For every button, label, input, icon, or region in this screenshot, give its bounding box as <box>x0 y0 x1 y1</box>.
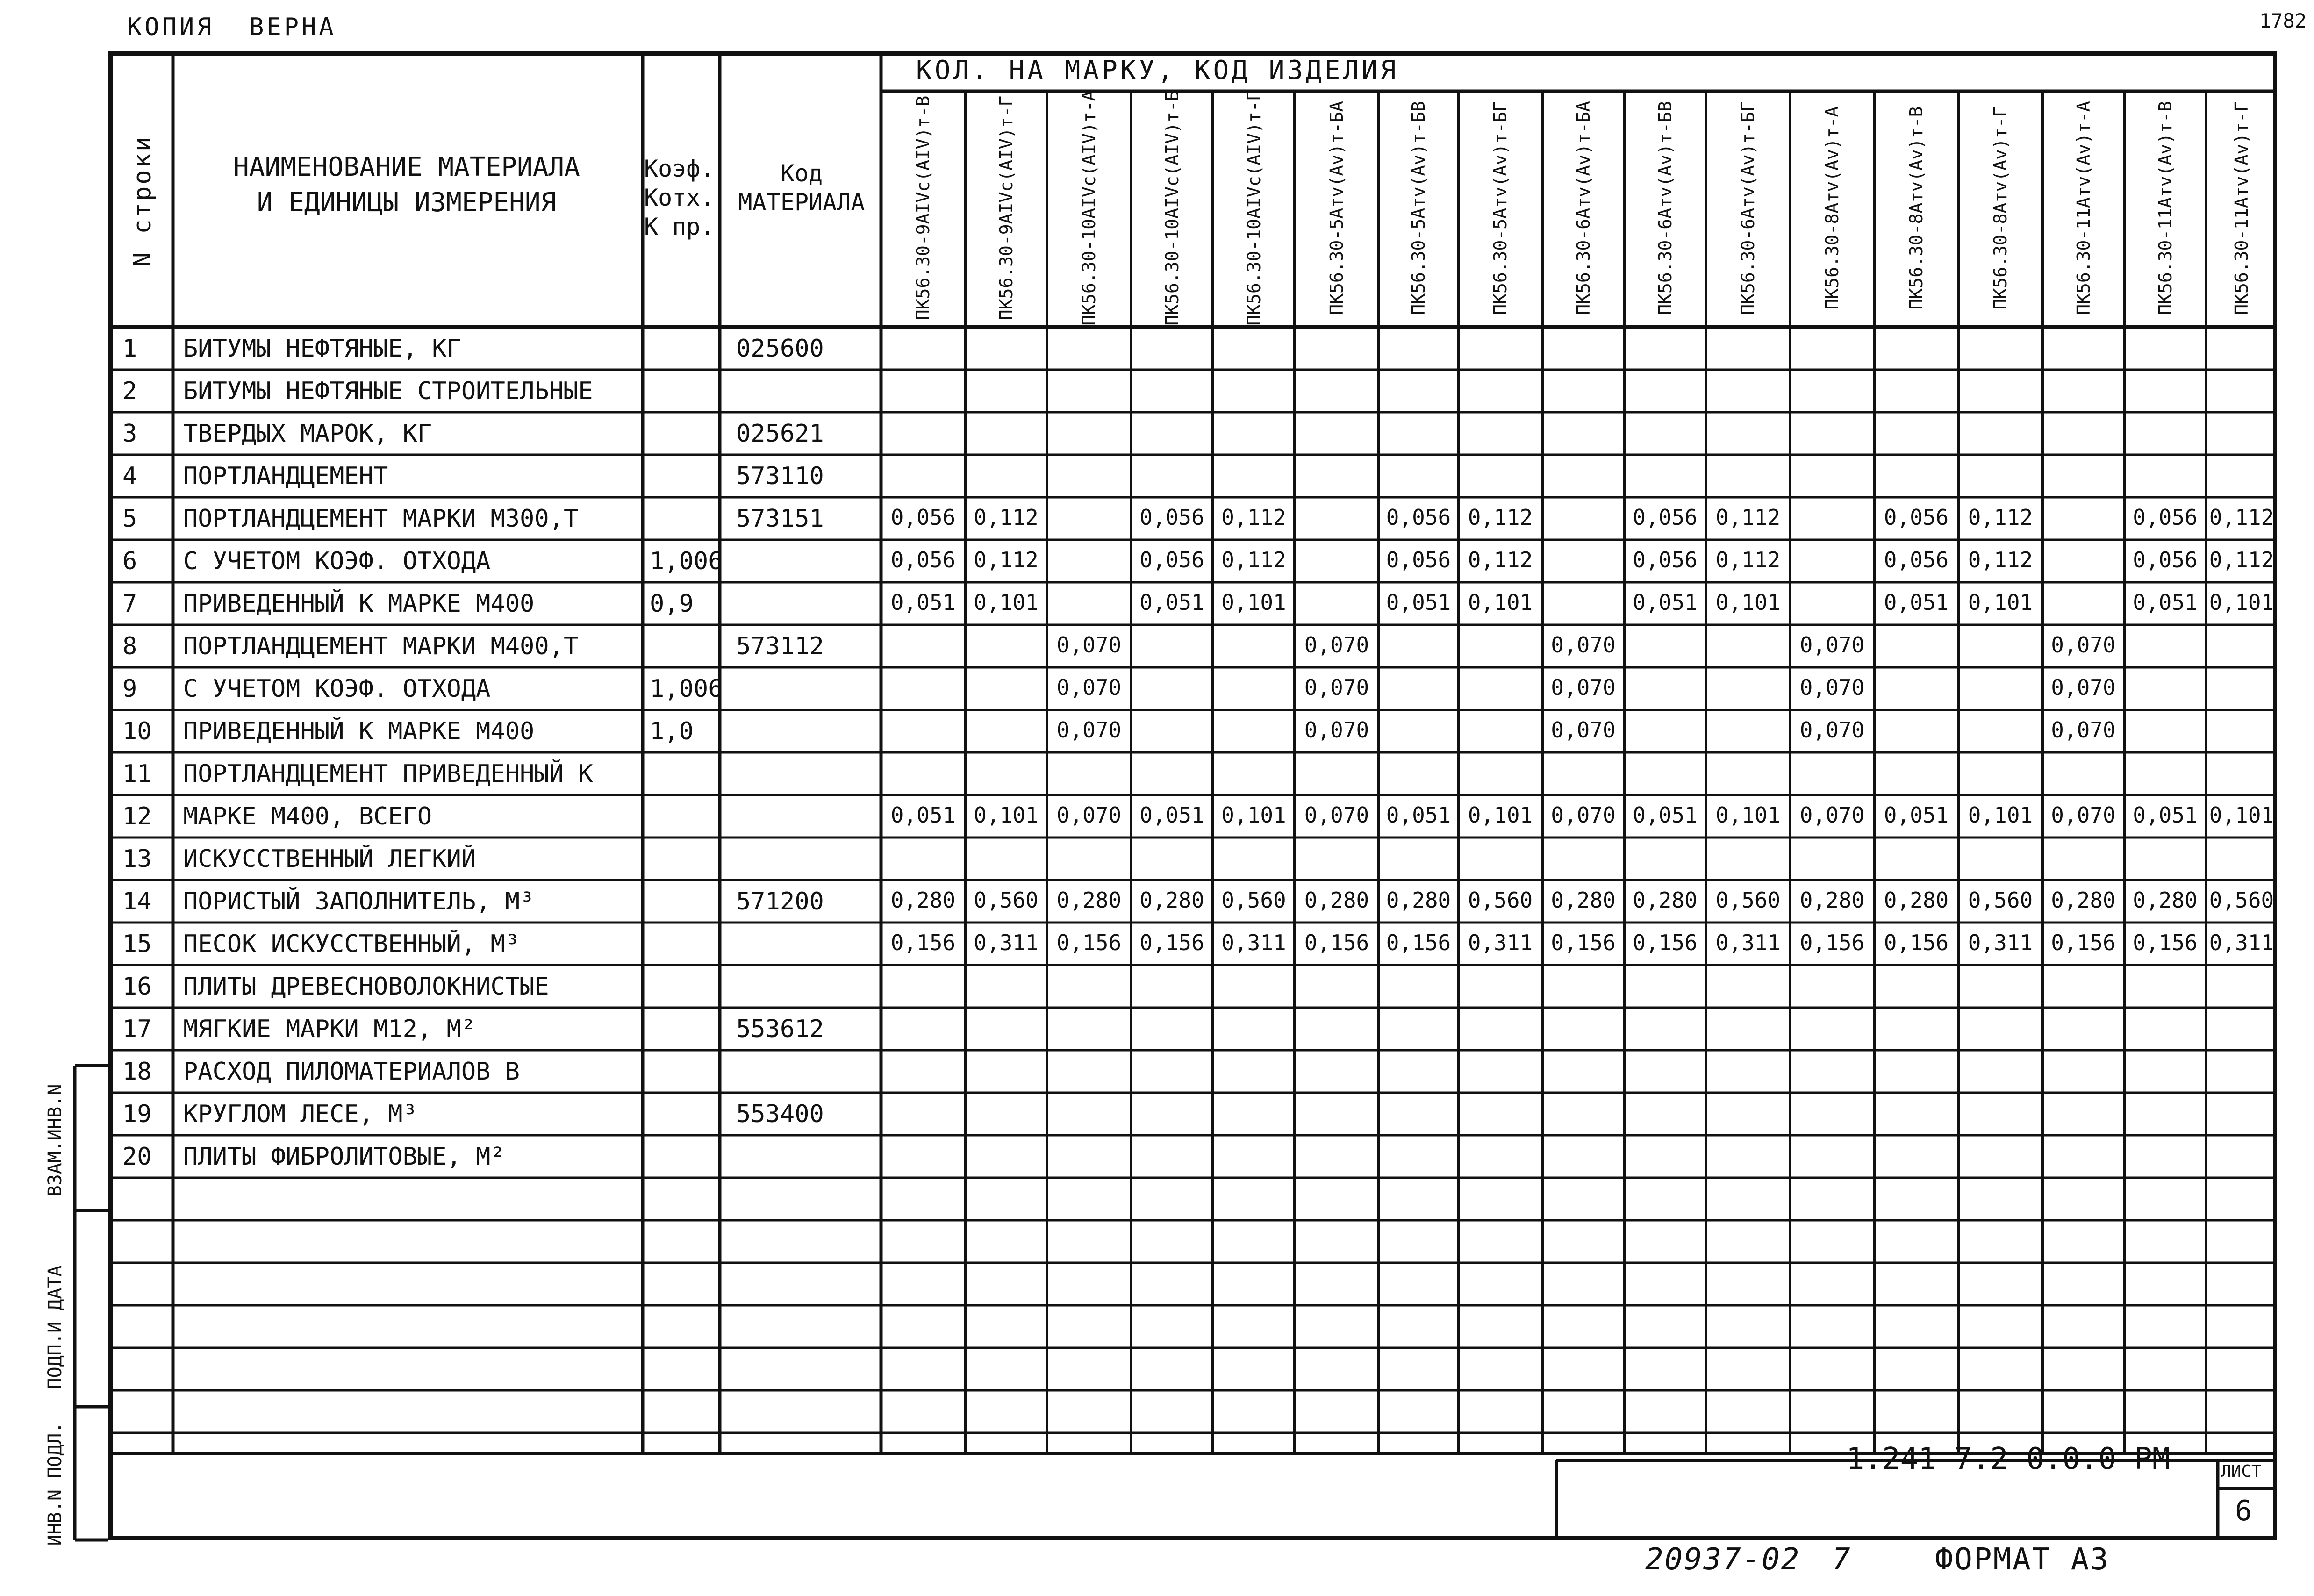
row-value: 0,101 <box>1468 590 1533 615</box>
row-material-code: 573112 <box>736 632 824 660</box>
row-value: 0,112 <box>1468 547 1533 573</box>
row-value: 0,156 <box>1633 930 1698 955</box>
row-value: 0,280 <box>2133 887 2198 913</box>
row-value: 0,280 <box>1304 887 1369 913</box>
row-material-name: РАСХОД ПИЛОМАТЕРИАЛОВ В <box>183 1058 520 1086</box>
row-value: 0,101 <box>1715 802 1781 828</box>
row-value: 0,112 <box>2209 505 2274 530</box>
corner-number: 1782 <box>2259 9 2307 32</box>
document-code: 1.241-7.2-0.0.0 РМ <box>1846 1442 2171 1476</box>
row-value: 0,051 <box>890 802 956 828</box>
row-value: 0,070 <box>1551 717 1616 743</box>
row-value: 0,056 <box>890 547 956 573</box>
row-value: 0,311 <box>1715 930 1781 955</box>
copy-number: 7 <box>1832 1542 1852 1577</box>
row-material-code: 571200 <box>736 887 824 916</box>
row-material-name: ПОРТЛАНДЦЕМЕНТ ПРИВЕДЕННЫЙ К <box>183 760 593 788</box>
row-material-name: ПЛИТЫ ДРЕВЕСНОВОЛОКНИСТЫЕ <box>183 973 549 1001</box>
row-value: 0,101 <box>1715 590 1781 615</box>
row-value: 0,070 <box>1304 632 1369 658</box>
product-header-17: ПК56.30-11Атv(Аv)т-Г <box>2231 101 2252 315</box>
product-header-9: ПК56.30-6Атv(Аv)т-БА <box>1573 101 1594 315</box>
row-value: 0,051 <box>890 590 956 615</box>
product-header-2: ПК56.30-9АIVс(АIV)т-Г <box>996 95 1017 321</box>
row-value: 0,112 <box>1221 505 1286 530</box>
row-value: 0,070 <box>2051 675 2116 700</box>
row-number: 6 <box>122 547 137 575</box>
row-value: 0,070 <box>1551 802 1616 828</box>
row-material-name: ПОРТЛАНДЦЕМЕНТ МАРКИ М300,Т <box>183 505 579 533</box>
row-number: 2 <box>122 377 137 405</box>
row-value: 0,101 <box>974 802 1039 828</box>
row-number: 16 <box>122 973 152 1001</box>
row-number: 4 <box>122 462 137 490</box>
row-value: 0,070 <box>2051 717 2116 743</box>
header-coefficient <box>644 154 719 241</box>
header-coef-line2: Котх. <box>644 184 715 211</box>
row-value: 0,112 <box>1968 547 2033 573</box>
header-code-line1: Код <box>780 160 823 187</box>
row-value: 0,056 <box>1884 547 1949 573</box>
row-value: 0,311 <box>2209 930 2274 955</box>
row-value: 0,280 <box>1633 887 1698 913</box>
row-value: 0,051 <box>1386 590 1451 615</box>
row-value: 0,070 <box>1551 632 1616 658</box>
row-material-name: ПРИВЕДЕННЫЙ К МАРКЕ М400 <box>183 717 535 745</box>
row-value: 0,070 <box>1799 675 1865 700</box>
product-header-4: ПК56.30-10АIVс(АIV)т-Б <box>1161 90 1182 326</box>
row-value: 0,280 <box>1139 887 1204 913</box>
row-material-code: 025600 <box>736 335 824 363</box>
row-value: 0,156 <box>1056 930 1122 955</box>
product-header-14: ПК56.30-8Атv(Аv)т-Г <box>1990 106 2011 310</box>
row-value: 0,280 <box>890 887 956 913</box>
row-material-name: ПРИВЕДЕННЫЙ К МАРКЕ М400 <box>183 590 535 618</box>
row-value: 0,070 <box>1304 802 1369 828</box>
row-number: 20 <box>122 1143 152 1171</box>
row-material-code: 573110 <box>736 462 824 490</box>
row-value: 0,156 <box>890 930 956 955</box>
row-value: 0,280 <box>1056 887 1122 913</box>
row-value: 0,070 <box>1056 632 1122 658</box>
row-material-name: С УЧЕТОМ КОЭФ. ОТХОДА <box>183 675 491 703</box>
row-material-name: КРУГЛОМ ЛЕСЕ, М³ <box>183 1100 417 1128</box>
header-products-group: КОЛ. НА МАРКУ, КОД ИЗДЕЛИЯ <box>916 55 1399 86</box>
row-value: 0,101 <box>1221 590 1286 615</box>
row-material-code: 025621 <box>736 420 824 448</box>
row-value: 0,070 <box>2051 632 2116 658</box>
row-value: 0,056 <box>1139 547 1204 573</box>
row-number: 13 <box>122 845 152 873</box>
row-value: 0,112 <box>1968 505 2033 530</box>
row-number: 7 <box>122 590 137 618</box>
row-number: 19 <box>122 1100 152 1128</box>
row-coefficient: 1,006 <box>650 675 723 703</box>
row-material-code: 553612 <box>736 1015 824 1043</box>
row-material-name: БИТУМЫ НЕФТЯНЫЕ СТРОИТЕЛЬНЫЕ <box>183 377 593 405</box>
row-value: 0,156 <box>2051 930 2116 955</box>
row-value: 0,156 <box>1386 930 1451 955</box>
row-value: 0,101 <box>974 590 1039 615</box>
row-value: 0,051 <box>1386 802 1451 828</box>
product-header-16: ПК56.30-11Атv(Аv)т-В <box>2155 101 2176 315</box>
row-number: 3 <box>122 420 137 448</box>
paper-format: ФОРМАТ А3 <box>1935 1542 2110 1577</box>
header-material-name-line2: И ЕДИНИЦЫ ИЗМЕРЕНИЯ <box>257 187 557 218</box>
side-label-vzam: ВЗАМ.ИНВ.N <box>44 1084 66 1197</box>
row-value: 0,056 <box>2133 547 2198 573</box>
row-value: 0,056 <box>1633 505 1698 530</box>
header-row-number: N строки <box>129 135 157 267</box>
product-header-5: ПК56.30-10АIVс(АIV)т-Г <box>1243 90 1264 326</box>
row-value: 0,112 <box>1715 505 1781 530</box>
copy-certified-note: КОПИЯ ВЕРНА <box>127 13 337 41</box>
row-value: 0,112 <box>1468 505 1533 530</box>
row-value: 0,311 <box>1221 930 1286 955</box>
side-label-inv: ИНВ.N ПОДЛ. <box>44 1422 66 1546</box>
row-material-name: БИТУМЫ НЕФТЯНЫЕ, КГ <box>183 335 461 363</box>
row-value: 0,112 <box>1715 547 1781 573</box>
row-value: 0,560 <box>1968 887 2033 913</box>
row-number: 18 <box>122 1058 152 1086</box>
row-value: 0,051 <box>1139 802 1204 828</box>
row-coefficient: 1,0 <box>650 717 694 745</box>
row-value: 0,156 <box>2133 930 2198 955</box>
row-material-name: МАРКЕ М400, ВСЕГО <box>183 802 432 830</box>
row-value: 0,070 <box>1056 802 1122 828</box>
row-material-code: 573151 <box>736 505 824 533</box>
product-header-1: ПК56.30-9АIVс(АIV)т-В <box>913 95 933 321</box>
row-value: 0,056 <box>890 505 956 530</box>
row-value: 0,070 <box>1799 632 1865 658</box>
row-value: 0,070 <box>2051 802 2116 828</box>
row-value: 0,311 <box>974 930 1039 955</box>
row-number: 8 <box>122 632 137 660</box>
row-number: 1 <box>122 335 137 363</box>
row-value: 0,311 <box>1468 930 1533 955</box>
row-value: 0,156 <box>1139 930 1204 955</box>
row-value: 0,056 <box>1386 547 1451 573</box>
product-header-13: ПК56.30-8Атv(Аv)т-В <box>1906 106 1927 310</box>
row-value: 0,560 <box>1468 887 1533 913</box>
side-label-podp: ПОДП.И ДАТА <box>44 1265 66 1389</box>
row-value: 0,056 <box>2133 505 2198 530</box>
row-value: 0,112 <box>974 547 1039 573</box>
product-header-11: ПК56.30-6Атv(Аv)т-БГ <box>1738 101 1758 315</box>
row-value: 0,070 <box>1304 675 1369 700</box>
row-number: 11 <box>122 760 152 788</box>
row-number: 12 <box>122 802 152 830</box>
row-value: 0,056 <box>1139 505 1204 530</box>
row-material-name: МЯГКИЕ МАРКИ М12, М² <box>183 1015 476 1043</box>
row-value: 0,112 <box>974 505 1039 530</box>
row-value: 0,560 <box>2209 887 2274 913</box>
product-header-6: ПК56.30-5Атv(Аv)т-БА <box>1326 101 1347 315</box>
row-number: 9 <box>122 675 137 703</box>
row-material-code: 553400 <box>736 1100 824 1128</box>
sheet-label: ЛИСТ <box>2221 1462 2262 1481</box>
row-value: 0,156 <box>1799 930 1865 955</box>
header-material-code <box>720 159 883 217</box>
row-value: 0,101 <box>1468 802 1533 828</box>
row-value: 0,560 <box>1715 887 1781 913</box>
row-coefficient: 1,006 <box>650 547 723 575</box>
row-value: 0,112 <box>1221 547 1286 573</box>
header-code-line2: МАТЕРИАЛА <box>738 189 865 216</box>
product-header-10: ПК56.30-6Атv(Аv)т-БВ <box>1655 101 1676 315</box>
row-value: 0,070 <box>1799 717 1865 743</box>
row-material-name: ПОРТЛАНДЦЕМЕНТ <box>183 462 388 490</box>
row-material-name: ПЕСОК ИСКУССТВЕННЫЙ, М³ <box>183 930 520 958</box>
row-value: 0,056 <box>1633 547 1698 573</box>
row-value: 0,280 <box>1551 887 1616 913</box>
row-value: 0,070 <box>1056 717 1122 743</box>
row-value: 0,051 <box>1139 590 1204 615</box>
header-coef-line1: Коэф. <box>644 155 715 182</box>
row-value: 0,311 <box>1968 930 2033 955</box>
row-value: 0,560 <box>1221 887 1286 913</box>
row-material-name: ТВЕРДЫХ МАРОК, КГ <box>183 420 432 448</box>
row-value: 0,051 <box>1633 802 1698 828</box>
row-value: 0,101 <box>1221 802 1286 828</box>
row-value: 0,156 <box>1884 930 1949 955</box>
row-number: 5 <box>122 505 137 533</box>
row-value: 0,560 <box>974 887 1039 913</box>
row-number: 10 <box>122 717 152 745</box>
row-material-name: С УЧЕТОМ КОЭФ. ОТХОДА <box>183 547 491 575</box>
row-value: 0,070 <box>1551 675 1616 700</box>
row-value: 0,101 <box>2209 802 2274 828</box>
row-value: 0,051 <box>1633 590 1698 615</box>
row-number: 14 <box>122 887 152 916</box>
row-value: 0,156 <box>1304 930 1369 955</box>
row-value: 0,101 <box>1968 802 2033 828</box>
row-value: 0,280 <box>1799 887 1865 913</box>
row-value: 0,156 <box>1551 930 1616 955</box>
row-material-name: ПЛИТЫ ФИБРОЛИТОВЫЕ, М² <box>183 1143 505 1171</box>
row-value: 0,280 <box>1386 887 1451 913</box>
row-value: 0,280 <box>1884 887 1949 913</box>
header-coef-line3: К пр. <box>644 213 715 240</box>
row-value: 0,056 <box>1386 505 1451 530</box>
row-value: 0,070 <box>1799 802 1865 828</box>
row-value: 0,070 <box>1304 717 1369 743</box>
row-value: 0,112 <box>2209 547 2274 573</box>
row-value: 0,280 <box>2051 887 2116 913</box>
header-material-name-line1: НАИМЕНОВАНИЕ МАТЕРИАЛА <box>233 152 580 182</box>
product-header-8: ПК56.30-5Атv(Аv)т-БГ <box>1490 101 1511 315</box>
row-coefficient: 0,9 <box>650 590 694 618</box>
product-header-12: ПК56.30-8Атv(Аv)т-А <box>1822 106 1842 310</box>
row-material-name: ПОРТЛАНДЦЕМЕНТ МАРКИ М400,Т <box>183 632 579 660</box>
row-number: 15 <box>122 930 152 958</box>
row-value: 0,101 <box>1968 590 2033 615</box>
row-value: 0,051 <box>2133 590 2198 615</box>
sheet-number: 6 <box>2235 1495 2252 1527</box>
row-value: 0,101 <box>2209 590 2274 615</box>
product-header-15: ПК56.30-11Атv(Аv)т-А <box>2073 101 2094 315</box>
row-number: 17 <box>122 1015 152 1043</box>
row-value: 0,051 <box>2133 802 2198 828</box>
row-value: 0,051 <box>1884 802 1949 828</box>
header-material-name <box>173 150 640 221</box>
row-value: 0,056 <box>1884 505 1949 530</box>
product-header-7: ПК56.30-5Атv(Аv)т-БВ <box>1408 101 1429 315</box>
order-number: 20937-02 <box>1645 1542 1801 1577</box>
row-value: 0,070 <box>1056 675 1122 700</box>
row-value: 0,051 <box>1884 590 1949 615</box>
row-material-name: ИСКУССТВЕННЫЙ ЛЕГКИЙ <box>183 845 476 873</box>
product-header-3: ПК56.30-10АIVс(АIV)т-А <box>1079 90 1099 326</box>
row-material-name: ПОРИСТЫЙ ЗАПОЛНИТЕЛЬ, М³ <box>183 887 535 916</box>
